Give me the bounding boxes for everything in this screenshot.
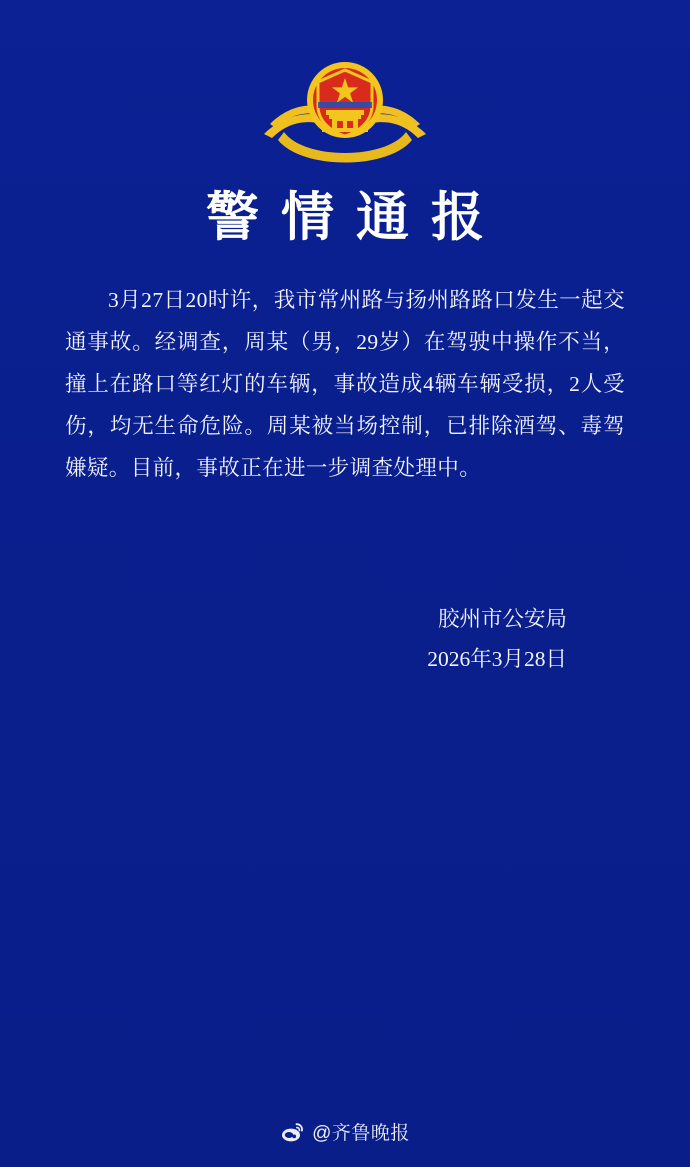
weibo-icon <box>280 1120 304 1144</box>
source-handle: @齐鲁晚报 <box>312 1123 410 1144</box>
issue-date: 2026年3月28日 <box>427 646 567 671</box>
notice-body <box>65 279 625 489</box>
signature-block <box>65 599 625 679</box>
source-watermark <box>0 1118 690 1145</box>
issuing-organization: 胶州市公安局 <box>437 606 567 631</box>
police-emblem-icon <box>260 52 430 170</box>
page-title: 警情通报 <box>206 189 506 247</box>
notice-body-paragraph: 3月27日20时许，我市常州路与扬州路路口发生一起交通事故。经调查，周某（男，29岁）在驾驶中操作不当，撞上在路口等红灯的车辆，事故造成4辆车辆受损，2人受伤，均无生命危险。周某被当场控制，已排除酒驾、毒驾嫌疑。目前，事故正在进一步调查处理中。 <box>65 287 625 480</box>
